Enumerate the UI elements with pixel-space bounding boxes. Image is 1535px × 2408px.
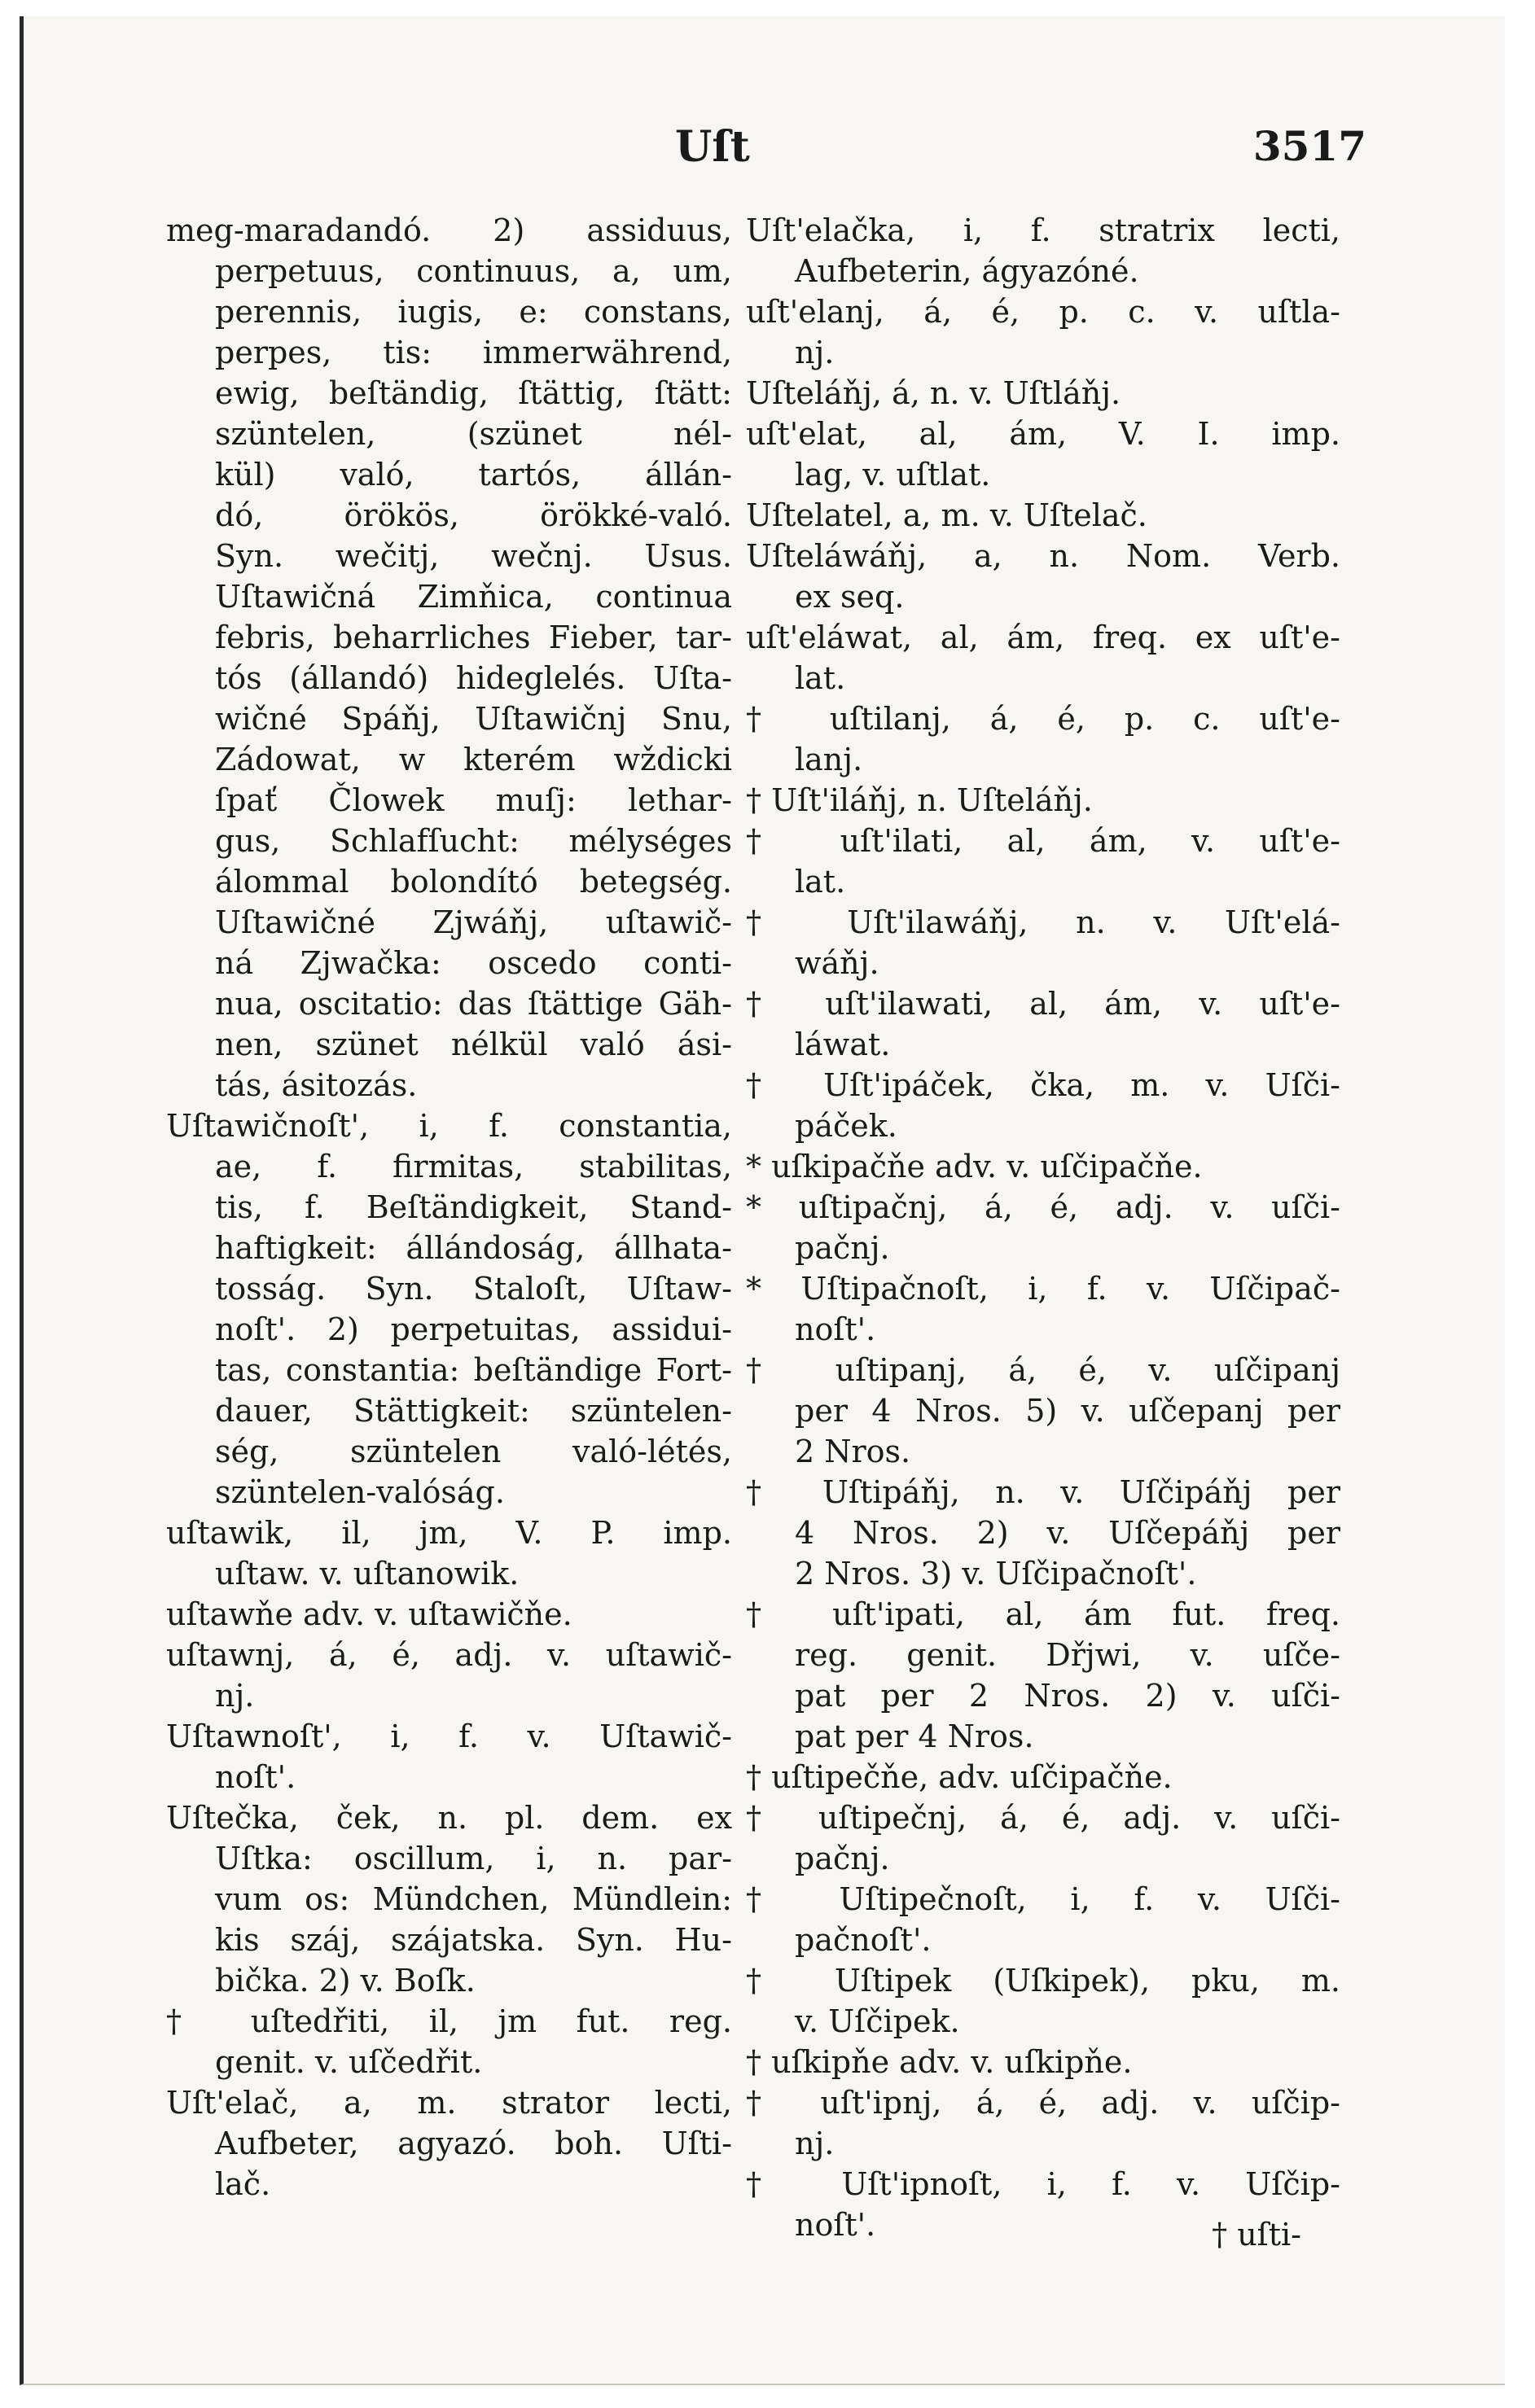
entry-line: láwat. — [795, 1027, 891, 1062]
entry-line: † uſtipanj, á, é, v. uſčipanj — [746, 1352, 1340, 1388]
entry-line: v. Uſčipek. — [795, 2003, 960, 2039]
entry-line: ſpať Člowek muſj: lethar- — [215, 782, 732, 818]
entry-line: Uſtawnoſt', i, f. v. Uſtawič- — [166, 1718, 732, 1754]
entry-line: Aufbeter, agyazó. boh. Uſti- — [215, 2126, 732, 2161]
entry-line: 2 Nros. — [795, 1434, 911, 1469]
entry-line: uſt'eláwat, al, ám, freq. ex uſt'e- — [746, 620, 1340, 655]
entry-line: lag, v. uſtlat. — [795, 457, 991, 493]
entry-line: szüntelen-valóság. — [215, 1474, 505, 1510]
left-column — [166, 210, 732, 2204]
entry-line: perennis, iugis, e: constans, — [215, 294, 732, 330]
entry-line: 4 Nros. 2) v. Uſčepáňj per — [795, 1515, 1340, 1551]
entry-line: pat per 2 Nros. 2) v. uſči- — [795, 1678, 1340, 1714]
entry-line: Uſtawičné Zjwáňj, uſtawič- — [215, 904, 732, 940]
catchword: † uſti- — [1212, 2217, 1301, 2253]
entry-line: dauer, Stättigkeit: szüntelen- — [215, 1393, 732, 1429]
entry-line: noſt'. — [795, 1311, 876, 1347]
entry-line: * uſtipačnj, á, é, adj. v. uſči- — [746, 1189, 1340, 1225]
entry-line: wičné Spáňj, Uſtawičnj Snu, — [215, 701, 732, 737]
entry-line: ná Zjwačka: oscedo conti- — [215, 945, 732, 981]
entry-line: † Uſtipek (Uſkipek), pku, m. — [746, 1963, 1340, 1999]
entry-line: genit. v. uſčedřit. — [215, 2044, 483, 2080]
entry-line: kis száj, szájatska. Syn. Hu- — [215, 1922, 732, 1958]
entry-line: pačnj. — [795, 1841, 890, 1876]
entry-line: † Uſtipáňj, n. v. Uſčipáňj per — [746, 1474, 1340, 1510]
entry-line: febris, beharrliches Fieber, tar- — [215, 620, 732, 655]
entry-line: nen, szünet nélkül való ási- — [215, 1027, 732, 1062]
entry-line: Uſteláwáňj, a, n. Nom. Verb. — [746, 538, 1340, 574]
entry-line: uſt'elanj, á, é, p. c. v. uſtla- — [746, 294, 1340, 330]
entry-line: Uſtka: oscillum, i, n. par- — [215, 1841, 732, 1876]
entry-line: gus, Schlafſucht: mélységes — [215, 823, 732, 859]
entry-line: ség, szüntelen való-létés, — [215, 1434, 732, 1469]
page-number: 3517 — [1252, 122, 1366, 170]
entry-line: wáňj. — [795, 945, 879, 981]
entry-line: * Uſtipačnoſt, i, f. v. Uſčipač- — [746, 1271, 1340, 1307]
entry-line: Uſt'elač, a, m. strator lecti, — [166, 2085, 732, 2121]
entry-line: perpetuus, continuus, a, um, — [215, 253, 732, 289]
entry-line: meg-maradandó. 2) assiduus, — [166, 212, 732, 248]
entry-line: perpes, tis: immerwährend, — [215, 335, 732, 370]
entry-line: lač. — [215, 2166, 271, 2202]
entry-line: Uſtelatel, a, m. v. Uſtelač. — [746, 497, 1147, 533]
entry-line: † Uſt'ipáček, čka, m. v. Uſči- — [746, 1067, 1340, 1103]
entry-line: pačnj. — [795, 1230, 890, 1266]
entry-line: páček. — [795, 1108, 897, 1144]
entry-line: † Uſt'iláňj, n. Uſteláňj. — [746, 782, 1093, 818]
entry-line: tás, ásitozás. — [215, 1067, 418, 1103]
right-column — [746, 210, 1340, 2245]
entry-line: noſt'. — [215, 1759, 296, 1795]
entry-line: tas, constantia: beſtändige Fort- — [215, 1352, 732, 1388]
page-header — [24, 122, 1505, 179]
entry-line: * uſkipačňe adv. v. uſčipačňe. — [746, 1149, 1203, 1184]
entry-line: lat. — [795, 864, 846, 900]
entry-line: † uſkipňe adv. v. uſkipňe. — [746, 2044, 1133, 2080]
entry-line: 2 Nros. 3) v. Uſčipačnoſt'. — [795, 1556, 1197, 1591]
entry-line: † uſtedřiti, il, jm fut. reg. — [166, 2003, 732, 2039]
entry-line: † uſt'ilati, al, ám, v. uſt'e- — [746, 823, 1340, 859]
entry-line: † uſt'ipati, al, ám fut. freq. — [746, 1596, 1340, 1632]
entry-line: Zádowat, w kterém wždicki — [215, 742, 732, 777]
entry-line: nj. — [795, 335, 835, 370]
entry-line: † uſtipečňe, adv. uſčipačňe. — [746, 1759, 1173, 1795]
entry-line: pačnoſt'. — [795, 1922, 932, 1958]
entry-line: uſtawik, il, jm, V. P. imp. — [166, 1515, 732, 1551]
entry-line: álommal bolondító betegség. — [215, 864, 732, 900]
entry-line: noſt'. — [795, 2207, 876, 2243]
entry-line: ex seq. — [795, 579, 905, 615]
entry-line: † uſt'ipnj, á, é, adj. v. uſčip- — [746, 2085, 1340, 2121]
dictionary-page — [20, 16, 1505, 2385]
entry-line: nj. — [795, 2126, 835, 2161]
entry-line: uſtawňe adv. v. uſtawičňe. — [166, 1596, 572, 1632]
entry-line: † uſtilanj, á, é, p. c. uſt'e- — [746, 701, 1340, 737]
entry-line: uſtaw. v. uſtanowik. — [215, 1556, 520, 1591]
entry-line: † Uſt'ilawáňj, n. v. Uſt'elá- — [746, 904, 1340, 940]
entry-line: † uſtipečnj, á, é, adj. v. uſči- — [746, 1800, 1340, 1836]
entry-line: uſtawnj, á, é, adj. v. uſtawič- — [166, 1637, 732, 1673]
entry-line: pat per 4 Nros. — [795, 1718, 1034, 1754]
entry-line: dó, örökös, örökké-való. — [215, 497, 732, 533]
entry-line: Uſtečka, ček, n. pl. dem. ex — [166, 1800, 732, 1836]
entry-line: nua, oscitatio: das ſtättige Gäh- — [215, 986, 732, 1022]
entry-line: Uſtawičnoſt', i, f. constantia, — [166, 1108, 732, 1144]
entry-line: † Uſt'ipnoſt, i, f. v. Uſčip- — [746, 2166, 1340, 2202]
entry-line: vum os: Mündchen, Mündlein: — [215, 1881, 732, 1917]
entry-line: kül) való, tartós, állán- — [215, 457, 732, 493]
entry-line: lat. — [795, 660, 846, 696]
entry-line: Uſt'elačka, i, f. stratrix lecti, — [746, 212, 1340, 248]
running-headword: Uſt — [675, 122, 750, 172]
entry-line: Uſteláňj, á, n. v. Uſtláňj. — [746, 375, 1121, 411]
entry-line: uſt'elat, al, ám, V. I. imp. — [746, 416, 1340, 452]
entry-line: nj. — [215, 1678, 255, 1714]
entry-line: Aufbeterin, ágyazóné. — [795, 253, 1139, 289]
entry-line: † uſt'ilawati, al, ám, v. uſt'e- — [746, 986, 1340, 1022]
entry-line: szüntelen, (szünet nél- — [215, 416, 732, 452]
entry-line: bička. 2) v. Boſk. — [215, 1963, 476, 1999]
entry-line: haftigkeit: állándoság, állhata- — [215, 1230, 732, 1266]
entry-line: Uſtawičná Zimňica, continua — [215, 579, 732, 615]
entry-line: ae, f. firmitas, stabilitas, — [215, 1149, 732, 1184]
entry-line: noſt'. 2) perpetuitas, assidui- — [215, 1311, 732, 1347]
entry-line: tis, f. Beſtändigkeit, Stand- — [215, 1189, 732, 1225]
entry-line: per 4 Nros. 5) v. uſčepanj per — [795, 1393, 1340, 1429]
entry-line: ewig, beſtändig, ſtättig, ſtätt: — [215, 375, 732, 411]
entry-line: tós (állandó) hideglelés. Uſta- — [215, 660, 732, 696]
entry-line: tosság. Syn. Staloſt, Uſtaw- — [215, 1271, 732, 1307]
entry-line: Syn. wečitj, wečnj. Usus. — [215, 538, 732, 574]
entry-line: lanj. — [795, 742, 863, 777]
entry-line: reg. genit. Dřjwi, v. uſče- — [795, 1637, 1340, 1673]
entry-line: † Uſtipečnoſt, i, f. v. Uſči- — [746, 1881, 1340, 1917]
